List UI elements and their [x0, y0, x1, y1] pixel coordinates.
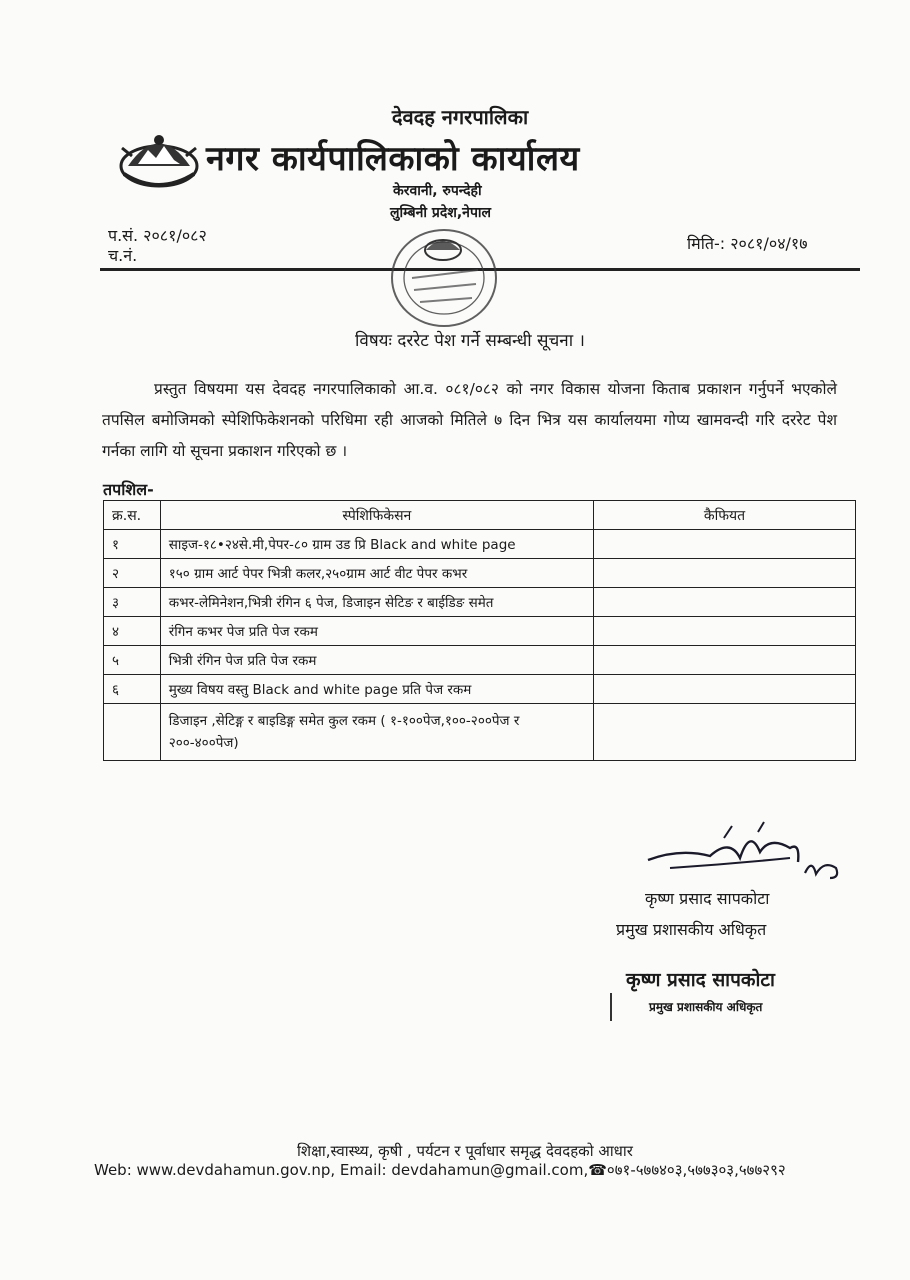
handwritten-signature	[640, 818, 850, 893]
signatory-name: कृष्ण प्रसाद सापकोटा	[645, 889, 770, 908]
row-remarks	[593, 704, 855, 761]
table-row	[104, 588, 856, 617]
table-row	[104, 646, 856, 675]
stamp-name: कृष्ण प्रसाद सापकोटा	[626, 969, 775, 991]
row-remarks	[593, 617, 855, 646]
office-seal-icon	[386, 220, 506, 338]
table-heading: तपशिल-	[103, 480, 154, 499]
column-header-remarks: कैफियत	[593, 501, 855, 530]
row-specification: भित्री रंगिन पेज प्रति पेज रकम	[160, 646, 593, 675]
footer-slogan: शिक्षा,स्वास्थ्य, कृषी , पर्यटन र पूर्वाधार समृद्ध देवदहको आधार	[297, 1142, 633, 1160]
notice-body: प्रस्तुत विषयमा यस देवदह नगरपालिकाको आ.व. ०८१/०८२ को नगर विकास योजना किताब प्रकाशन गर्नुपर्ने भएकोले तपसिल बमोजिमको स्पेशिफिकेशनको परिधिमा रही आजको मितिले ७ दिन भित्र यस कार्यालयमा गोप्य खामवन्दी गरि दररेट पेश गर्नका लागि यो सूचना प्रकाशन गरिएको छ ।	[102, 380, 837, 460]
row-specification: साइज-१८•२४से.मी,पेपर-८० ग्राम उड प्रि Black and white page	[160, 530, 593, 559]
table-row	[104, 617, 856, 646]
stamp-designation: प्रमुख प्रशासकीय अधिकृत	[649, 1000, 763, 1014]
row-specification: डिजाइन ,सेटिङ्ग र बाइडिङ्ग समेत कुल रकम ( १-१००पेज,१००-२००पेज र २००-४००पेज)	[160, 704, 593, 761]
nepal-emblem-icon	[118, 126, 200, 190]
row-specification: मुख्य विषय वस्तु Black and white page प्रति पेज रकम	[160, 675, 593, 704]
table-row	[104, 675, 856, 704]
row-remarks	[593, 646, 855, 675]
org-top-title: देवदह नगरपालिका	[391, 105, 529, 129]
row-remarks	[593, 588, 855, 617]
specification-table	[103, 500, 856, 761]
document-date: मिति-: २०८१/०४/१७	[687, 234, 808, 253]
subject-line: विषयः दररेट पेश गर्ने सम्बन्धी सूचना ।	[355, 331, 585, 351]
reference-number: प.सं. २०८१/०८२	[108, 226, 207, 245]
address-line-2: लुम्बिनी प्रदेश,नेपाल	[390, 205, 492, 221]
org-main-title: नगर कार्यपालिकाको कार्यालय	[206, 139, 580, 179]
table-row	[104, 530, 856, 559]
address-line-1: केरवानी, रुपन्देही	[393, 183, 482, 199]
row-serial: १	[104, 530, 161, 559]
dispatch-number: च.नं.	[108, 246, 138, 265]
row-specification: कभर-लेमिनेशन,भित्री रंगिन ६ पेज, डिजाइन सेटिङ र बाईडिङ समेत	[160, 588, 593, 617]
stamp-mark	[610, 993, 612, 1021]
row-remarks	[593, 559, 855, 588]
column-header-serial: क्र.स.	[104, 501, 161, 530]
table-row	[104, 704, 856, 761]
row-specification: १५० ग्राम आर्ट पेपर भित्री कलर,२५०ग्राम आर्ट वीट पेपर कभर	[160, 559, 593, 588]
row-serial: ३	[104, 588, 161, 617]
table-header-row	[104, 501, 856, 530]
footer-contact: Web: www.devdahamun.gov.np, Email: devdahamun@gmail.com,☎०७१-५७७४०३,५७७३०३,५७७२९२	[94, 1161, 786, 1179]
row-serial: ४	[104, 617, 161, 646]
row-serial: ५	[104, 646, 161, 675]
column-header-specification: स्पेशिफिकेसन	[160, 501, 593, 530]
row-remarks	[593, 675, 855, 704]
signatory-designation: प्रमुख प्रशासकीय अधिकृत	[616, 920, 767, 939]
table-row	[104, 559, 856, 588]
row-specification: रंगिन कभर पेज प्रति पेज रकम	[160, 617, 593, 646]
row-serial	[104, 704, 161, 761]
row-remarks	[593, 530, 855, 559]
row-serial: २	[104, 559, 161, 588]
row-serial: ६	[104, 675, 161, 704]
